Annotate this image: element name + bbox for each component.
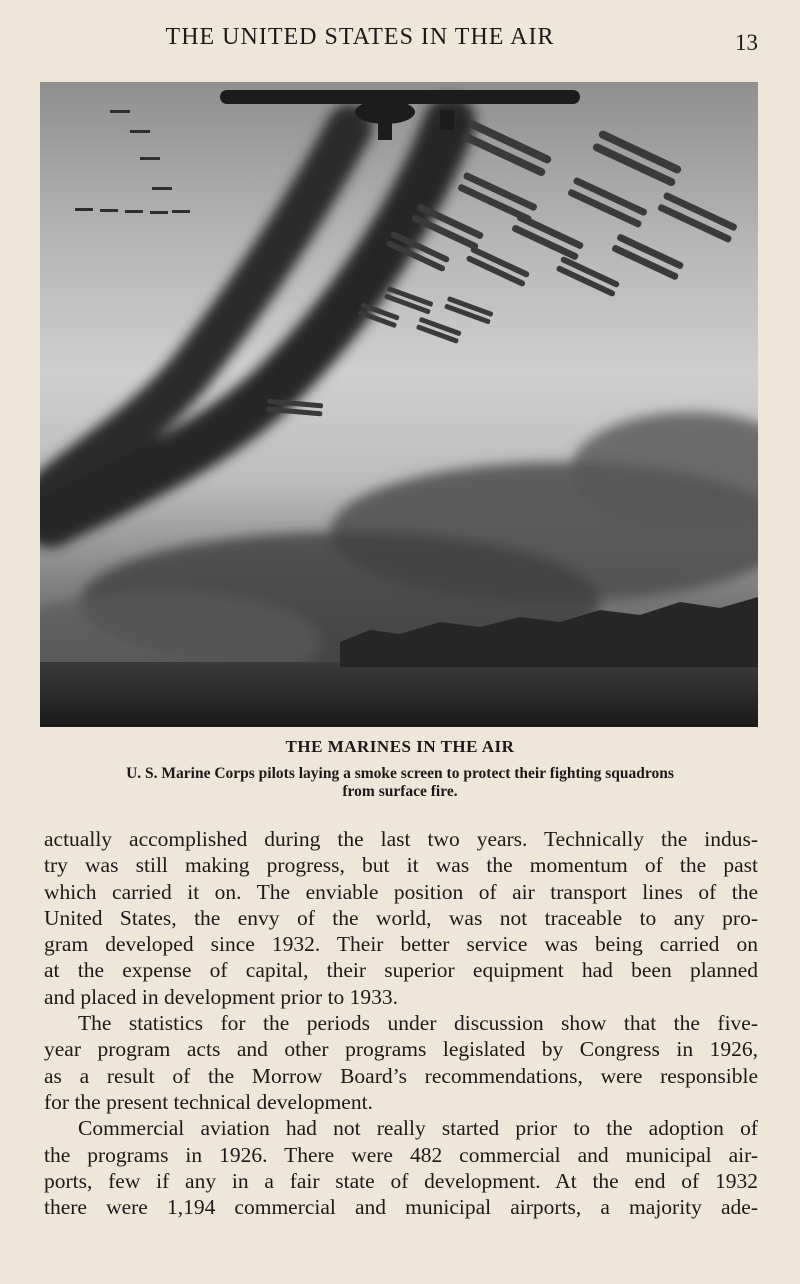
page-number: 13 <box>735 30 758 55</box>
text-line: try was still making progress, but it was the momentum of the past <box>44 853 758 878</box>
text-line: and placed in development prior to 1933. <box>44 984 399 1009</box>
marine-aircraft-photo <box>40 82 758 727</box>
figure-caption <box>40 765 760 801</box>
text-line: Commercial aviation had not really started prior to the adoption of <box>78 1116 758 1141</box>
text-line: gram developed since 1932. Their better service was being carried on <box>44 932 758 957</box>
text-line: year program acts and other programs legislated by Congress in 1926, <box>44 1037 758 1062</box>
running-head <box>40 22 760 56</box>
running-title: THE UNITED STATES IN THE AIR <box>165 24 555 50</box>
text-line: which carried it on. The enviable position of air transport lines of the <box>44 879 758 904</box>
photo-plate <box>40 82 758 727</box>
lead-monoplane <box>220 90 580 140</box>
figure-caption-title: THE MARINES IN THE AIR <box>285 737 515 756</box>
paragraph <box>44 1115 758 1220</box>
body-text <box>44 826 758 1220</box>
distant-aircraft <box>75 110 190 214</box>
paragraph <box>44 1010 758 1115</box>
text-line: there were 1,194 commercial and municipal airports, a majority ade- <box>44 1195 758 1220</box>
text-line: United States, the envy of the world, was not traceable to any pro- <box>44 905 758 930</box>
text-line: the programs in 1926. There were 482 commercial and municipal air- <box>44 1142 758 1167</box>
caption-line: from surface fire. <box>342 783 458 800</box>
text-line: ports, few if any in a fair state of development. At the end of 1932 <box>44 1168 758 1193</box>
caption-line: U. S. Marine Corps pilots laying a smoke screen to protect their fighting squadrons <box>126 765 674 782</box>
ground <box>40 662 758 727</box>
paragraph <box>44 826 758 1010</box>
text-line: actually accomplished during the last two years. Technically the indus- <box>44 827 758 851</box>
text-line: at the expense of capital, their superior equipment had been planned <box>44 958 758 983</box>
text-line: for the present technical development. <box>44 1089 373 1114</box>
text-line: The statistics for the periods under discussion show that the five- <box>78 1011 758 1036</box>
text-line: as a result of the Morrow Board’s recommendations, were responsible <box>44 1063 758 1088</box>
